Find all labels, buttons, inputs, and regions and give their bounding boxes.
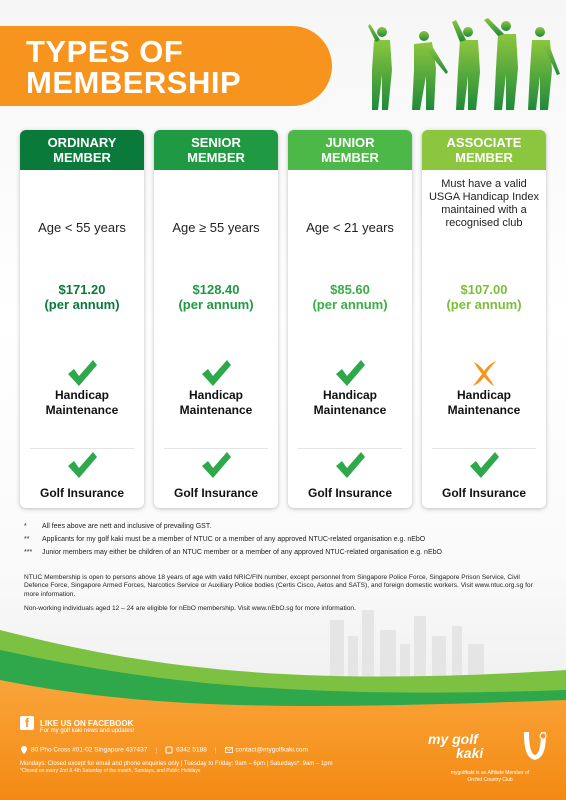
price-period: (per annum) [178,297,254,312]
checkmark-icon [200,450,232,480]
card-title-line1: JUNIOR [325,135,375,150]
facebook-icon[interactable]: f [20,716,34,730]
feature-golf-insurance: Golf Insurance [441,486,527,500]
footnote-mark: *** [24,549,33,556]
email-item[interactable] [225,746,308,754]
feature-golf-insurance: Golf Insurance [173,486,259,500]
price-value: $107.00 [460,282,508,297]
membership-card-associate [422,130,546,508]
card-header [20,130,144,170]
divider [30,448,134,449]
membership-card-junior [288,130,412,508]
price-value: $128.40 [192,282,240,297]
eligibility-text: Age ≥ 55 years [172,220,260,235]
eligibility-line: maintained with a [441,204,527,216]
divider [298,448,402,449]
feature-label-line2: Maintenance [447,403,521,417]
footnote [24,548,544,557]
footnote-mark: ** [24,536,30,543]
feature-handicap-maintenance [422,388,546,418]
separator: | [155,746,158,754]
feature-label-line1: Handicap [322,388,377,402]
membership-card-ordinary [20,130,144,508]
card-title-line2: MEMBER [187,150,245,165]
affiliate-line2: Orchid Country Club [467,777,513,783]
phone-item[interactable] [165,746,207,754]
feature-golf-insurance: Golf Insurance [39,486,125,500]
phone-icon [165,746,173,754]
info-paragraph: Non-working individuals aged 12 – 24 are eligible for nEbO membership. Visit www.nEbO.sg for more information. [24,605,356,613]
opening-hours: Mondays: Closed except for email and phone enquiries only | Tuesday to Friday: 9am – 6pm | Saturdays*: 9am – 1pm [20,761,333,767]
divider [164,448,268,449]
price-block [154,282,278,312]
address-text: 80 Pho Cross #01-02 Singapore 437437 [31,746,148,754]
affiliate-note [430,770,550,784]
card-header [288,130,412,170]
page-title-line1: TYPES OF [26,34,184,69]
logo-mark-icon [520,728,550,764]
phone-text[interactable]: 6342 5188 [176,746,207,754]
feature-golf-insurance: Golf Insurance [307,486,393,500]
feature-label-line2: Maintenance [45,403,119,417]
eligibility-text: Age < 21 years [306,220,394,235]
footnote-text: Junior members may either be children of an NTUC member or a member of any approved NTUC-related organisation e.g. nEbO [42,549,442,556]
cross-icon [468,358,500,388]
feature-label-line1: Handicap [456,388,511,402]
info-paragraph: NTUC Membership is open to persons above 18 years of age with valid NRIC/FIN number, except personnel from Singapore Police Force, Singapore Prison Service, Civil Defence Force, Singapore Armed Forces, Narcotics Service or Auxiliary Police bodies (Certis Cisco, Aetos and SATS), and foreign domestic workers. Visit www.ntuc.org.sg for more information. [24,574,533,598]
facebook-title[interactable]: LIKE US ON FACEBOOK [40,718,134,728]
card-title-line1: ASSOCIATE [446,135,522,150]
footer-contact [20,716,420,775]
footnotes [24,522,544,561]
divider [432,448,536,449]
card-title-line2: MEMBER [321,150,379,165]
location-pin-icon [20,746,28,754]
eligibility-line: Must have a valid [441,178,527,190]
checkmark-icon [468,450,500,480]
logo-line2: kaki [456,745,484,761]
checkmark-icon [334,450,366,480]
logo-wordmark [428,732,483,760]
card-title-line1: ORDINARY [47,135,117,150]
eligibility-line: recognised club [445,217,523,229]
eligibility-line: USGA Handicap Index [428,191,540,203]
affiliate-line1: mygolfkaki is an Affiliate Member of [450,770,530,776]
separator: | [214,746,217,754]
eligibility-text [426,178,542,230]
contact-row [20,746,420,754]
page-title-line2: MEMBERSHIP [26,65,242,100]
card-header [422,130,546,170]
golfers-illustration [356,12,562,116]
feature-handicap-maintenance [288,388,412,418]
footnote-text: Applicants for my golf kaki must be a member of NTUC or a member of any approved NTUC-related organisation e.g. nEbO [42,536,426,543]
price-block [288,282,412,312]
price-block [422,282,546,312]
card-title-line2: MEMBER [53,150,111,165]
feature-handicap-maintenance [20,388,144,418]
price-block [20,282,144,312]
membership-card-senior [154,130,278,508]
card-title-line2: MEMBER [455,150,513,165]
facebook-subtitle: For my golf kaki news and updates! [40,728,135,734]
address-item [20,746,147,754]
logo-line1: my golf [428,731,478,747]
card-header [154,130,278,170]
price-period: (per annum) [312,297,388,312]
feature-label-line1: Handicap [54,388,109,402]
feature-label-line2: Maintenance [313,403,387,417]
title-banner [0,26,332,106]
price-value: $171.20 [58,282,106,297]
footnote [24,522,544,531]
price-value: $85.60 [330,282,370,297]
price-period: (per annum) [446,297,522,312]
checkmark-icon [334,358,366,388]
checkmark-icon [66,358,98,388]
eligibility-text: Age < 55 years [38,220,126,235]
card-title-line1: SENIOR [191,135,241,150]
feature-label-line2: Maintenance [179,403,253,417]
mygolfkaki-logo [428,728,548,768]
feature-label-line1: Handicap [188,388,243,402]
price-period: (per annum) [44,297,120,312]
footnote-mark: * [24,523,27,530]
checkmark-icon [66,450,98,480]
email-icon [225,746,233,754]
opening-hours-note: *Closed on every 2nd & 4th Saturday of the month, Sundays, and Public Holidays [20,768,201,774]
footnote [24,535,544,544]
footnote-text: All fees above are nett and inclusive of prevailing GST. [42,523,212,530]
feature-handicap-maintenance [154,388,278,418]
email-text[interactable]: contact@mygolfkaki.com [235,746,308,754]
checkmark-icon [200,358,232,388]
